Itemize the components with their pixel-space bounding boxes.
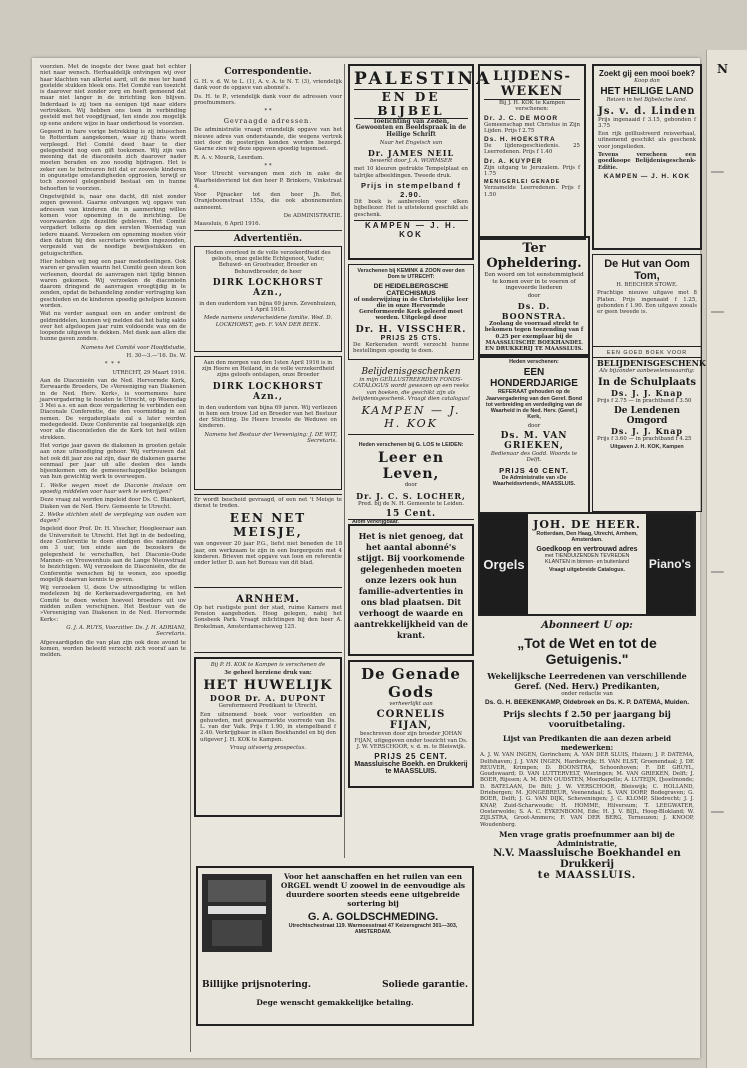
article-paragraph: Ingeleid door Prof. Dr. H. Visscher, Hoogleeraar aan de Universiteit te Utrecht. Het ligt in de bedoeling, deze Conferentie te doen eindigen des namiddags om 3 uur, ten einde aan de bezoekers de gelegenheid te verschaffen, het Diaconie-Oude Mannen- en Vrouwenhuis aan de Lange Nieuwstraat te bezichtigen. Wij verzoeken de Diaconieën, die de Conferentie wenschen bij te wonen, zoo spoedig mogelijk daarvan kennis te geven. bbox=[40, 526, 186, 583]
article-paragraph: Aan de Diaconieën van de Ned. Hervormde Kerk, Eerwaarde Broeders, De »Vereeniging van Diakenen in de Ned. Herv. Kerk«, is voornemens hare jaarvergadering te houden te Utrecht, op Woensdag 3 Mei a.s. en aan deze vergadering te verbinden een Diaconale Conferentie, die den voormiddag in zal nemen. De vergaderplaats zal u later worden medegedeeld. Deze Conferentie zal toegankelijk zijn voor alle diaconieleden die de Kerk tot heil willen strekken. bbox=[40, 377, 186, 441]
ad-text: Bij P. H. KOK te Kampen is verschenen de bbox=[210, 661, 326, 668]
ad-text: Gemeenschap met Christus in Zijn Lijden. Prijs f 2.75 bbox=[484, 121, 580, 134]
ad-price: PRIJS 25 CTS. bbox=[380, 334, 442, 342]
ad-center bbox=[278, 872, 468, 938]
organ-illustration bbox=[202, 874, 272, 952]
ad-palestina bbox=[348, 64, 493, 260]
ad-text: A. J. W. VAN INGEN, Gorinchem; A. VAN DER SLUIS, Huizen; J. P. DATEMA, Delfshaven; J. J. VAN INGEN, Harderwijk; H. VAN ELST, Groenendaal; J. DE REUVER, Krimpen; D. BOONSTRA, Schoonhoven; F. DE GRUYL, Goudswaard; D. VAN LUTTERVELT, Wieringen; M. VAN GRIEKEN, Delft; J. BOER, Rijssen; A. M. DEN OUDSTEN, Moerkapelle; A. LUTEIJN, IJsselmonde; D. BATELAAN, De Bilt; J. W. VERSCHOOR, Bleiswijk; C. HOLLAND, Driebergen; M. JONGEBREUR, Veenendaal; S. VAN DORP, Bodegraven; G. BOER, Delft; J. G. VAN DIJK, Scheveningen; J. C. KLOMP, Sliedrecht; J. J. KNAP, Zuid-Scharwoude; H. HOMME, Hilversum; T. LEEGWATER, Oosterwolde; S. A. C. EYKENBOOM, Ede; H. J. V. BIJL, Hoog-Blokland; W. ZIJLSTRA, Groot-Ammers; F. VAN DER BERG, Terneuzen; J. KNOOP, Woudenberg. bbox=[480, 752, 694, 828]
ad-author: MENIGERLEI GENADE bbox=[484, 179, 561, 186]
ad-het-heilige-land bbox=[592, 64, 702, 250]
adjacent-page-text: ═══ bbox=[711, 570, 724, 576]
ad-title: EEN HONDERDJARIGE bbox=[490, 367, 578, 390]
ad-title: ARNHEM. bbox=[236, 593, 300, 605]
ad-price: PRIJS 25 CENT. bbox=[374, 752, 448, 762]
ad-label: Orgels bbox=[483, 556, 525, 572]
ad-author: Ds. D. BOONSTRA. bbox=[501, 301, 567, 322]
ad-text: Lijst van Predikanten die aan dezen arbeid medewerken: bbox=[503, 734, 671, 753]
ad-text: Billijke prijsnotering. bbox=[202, 980, 311, 990]
ad-text: 3e geheel herziene druk van: bbox=[224, 669, 312, 676]
ad-price: Prijs slechts f 2.50 per jaargang bij vooruitbetaling. bbox=[503, 710, 671, 731]
ad-author: H. BEECHER STOWE. bbox=[616, 282, 678, 288]
ad-author: Ds. M. VAN GRIEKEN, bbox=[500, 431, 568, 452]
ad-title: Belijdenisgeschenken bbox=[361, 367, 461, 377]
ad-text: met 10 kleuren gedrukte Tempelplaat en talrijke afbeeldingen. Tweede druk. bbox=[354, 166, 468, 179]
ad-hut-van-oom-tom bbox=[592, 254, 702, 358]
ad-footer-row bbox=[202, 980, 468, 990]
ad-price: Prijs ingenaaid f 3.15, gebonden f 3.75 bbox=[598, 116, 696, 129]
article-paragraph: Wij verzoeken U, deze Uw uitnoodiging te willen medelezen bij de Kerkeraadsvergadering, en het Comité te doen weten hoeveel broeders uit uw midden zullen verschijnen. Het Bestuur van de »Vereeniging van Diakenen in de Ned. Hervormde Kerk«: bbox=[40, 585, 186, 623]
ad-tot-de-wet bbox=[478, 618, 696, 881]
subsection-title: Gevraagde adressen. bbox=[223, 117, 313, 126]
ad-title: Abonneert U op: bbox=[541, 620, 633, 631]
ad-text: met TIENDUIZENDEN TEVREDEN KLANTEN in binnen- en buitenland bbox=[544, 552, 630, 565]
signature: De ADMINISTRATIE. bbox=[283, 213, 342, 220]
pianos-panel bbox=[646, 514, 694, 614]
ad-text: De Kerkeraden wordt verzocht hunne bestellingen spoedig te doen. bbox=[353, 341, 469, 355]
ad-text: EEN GOED BOEK VOOR bbox=[606, 350, 688, 356]
adjacent-page-text: ═══ bbox=[711, 170, 724, 176]
ad-text: Heden verschenen: bbox=[509, 359, 559, 365]
ad-text: Zoolang de voorraad strekt te bekomen tegen toezending van f 0.25 per exemplaar bij de MAASSLUISCHE BOEKHANDEL EN DRUKKERIJ TE MAASSLUIS. bbox=[484, 321, 584, 353]
ad-text: of onderwijzing in de Christelijke leer die in onze Hervormde Gereformeerde Kerk geleerd moet worden. Uitgelegd door bbox=[353, 296, 469, 322]
article-paragraph: Voor Pijnacker tot den heer Jh. Bot, Oranjeboomstraat 155a, die ook abonnementen aanneemt. bbox=[194, 192, 342, 211]
ad-title: Leer en Leven, bbox=[378, 450, 444, 483]
ad-text: door bbox=[527, 422, 541, 429]
ad-author: Dr. J. C. DE MOOR bbox=[484, 114, 559, 122]
ad-text: Verzamelde Leerredenen. Prijs f 1.50 bbox=[484, 185, 580, 198]
signature: G. J. A. RUYS, Voorzitter. Ds. J. H. ADRIANI, Secretaris. bbox=[66, 624, 186, 638]
ad-text: Verschenen bij KEMINK & ZOON over den Dom te UTRECHT: bbox=[357, 268, 465, 281]
ad-price: 15 Cent. bbox=[385, 508, 437, 519]
dateline: UTRECHT, 29 Maart 1916. bbox=[112, 369, 186, 376]
ad-center bbox=[532, 518, 642, 575]
ad-text: Alom verkrijgbaar. bbox=[352, 518, 400, 525]
ad-text: Dege wenscht gemakkelijke betaling. bbox=[256, 998, 414, 1007]
address-line: R. A. v. Mourik, Leerdam. bbox=[194, 154, 264, 161]
ad-text: Koop dan bbox=[634, 78, 660, 84]
ad-net-meisje bbox=[194, 494, 342, 588]
ad-text: Pred. bij de N. H. Gemeente te Leiden. bbox=[357, 500, 465, 507]
ad-signature: Mede namens onderscheidene familie. Wed. D. LOCKHORST, geb. F. VAN DER BEEK. bbox=[203, 315, 333, 328]
ad-death-notice-2 bbox=[194, 356, 342, 490]
ad-text: Het is niet genoeg, dat het aantal abonné's stijgt. Bij voorkomende gelegenheden moeten onze lezers ook hun familie-advertenties in ons blad plaatsen. Dit verhoogt de waarde en aantrekkelijkheid van de krant. bbox=[354, 531, 468, 640]
ad-text: in den ouderdom van bijna 69 jaren. Zevenhuizen, 1 April 1916. bbox=[199, 300, 337, 314]
ad-publisher: Maassluische Boekh. en Drukkerij te MAASSLUIS. bbox=[354, 761, 468, 776]
article-paragraph: Gegeerd in hare vorige betrekking is zij intusschen te Rotterdam aangekomen, waar zij thans wordt verpleegd. Het Comité deed haar te dier gelegenheid nog een gift toekomen. Wij zijn van meening dat de diaconieën zich daarover nader moeten beraden en zoo noodig bijdragen. Het is zeker een te betreuren feit dat er zoovele kinderen in ongunstige omstandigheden opgroeien, terwijl er toch zooveel gelegenheid bestaat om in hunne behoeften te voorzien. bbox=[40, 128, 186, 192]
ad-text: bewerkt door J. A. WORMSER bbox=[369, 158, 453, 165]
ad-publisher: KAMPEN — J. H. KOK bbox=[354, 220, 468, 239]
ad-text: Zijn uitgang te Jeruzalem. Prijs f 1.75 bbox=[484, 164, 580, 178]
ad-publisher: te MAASSLUIS. bbox=[537, 869, 637, 881]
ad-author: Dr. J. C. S. LOCHER, bbox=[356, 490, 466, 501]
ad-title: „Tot de Wet en tot de Getuigenis." bbox=[517, 635, 657, 667]
ad-belijdenisgeschenk bbox=[592, 346, 706, 512]
ad-text: Een uitnemend boek voor verloofden en gehuwden, met gewaarmerkte voorrede van Ds. L. van der Valk. Prijs f 1.90, in stempelband f 2.40. Verkrijgbaar in elken Boekhandel en bij den uitgever J. H. KOK te Kampen. bbox=[200, 711, 336, 743]
section-divider: * * bbox=[264, 162, 272, 169]
signature: H. 30—3.—'16. Ds. W. bbox=[126, 353, 186, 360]
ad-text: REFERAAT gehouden op de Jaarvergadering van den Geref. Bond tot verbreiding en verdediging van de Waarheid in de Ned. Herv. (Geref.) Kerk, bbox=[485, 389, 583, 421]
ad-publisher: De Administratie van »De Waarheidsvriend«, MAASSLUIS. bbox=[492, 474, 576, 487]
ad-text: Een rijk geïllustreerd reisverhaal, uitnemend geschikt als geschenk voor jongelieden. bbox=[598, 131, 696, 150]
ad-text: in mijn GEÏLLUSTREERDEN FONDS-CATALOGUS wordt gewezen op een reeks van boeken, die geschikt zijn als belijdenisgeschenk. Vraagt dien catalogus! bbox=[352, 377, 470, 402]
article-paragraph: De administratie vraagt vriendelijk opgave van het nieuwe adres van onderstaande, die wegens vertrek niet door de posterijen konden worden bezorgd. Gaarne zien wij deze opgaven spoedig tegemoet. bbox=[194, 127, 342, 153]
ad-subtitle: Wekelijksche Leerredenen van verschillende Geref. (Ned. Herv.) Predikanten, bbox=[487, 671, 687, 691]
ad-text: Als bijzonder aanbevelenswaardig: bbox=[599, 368, 695, 375]
ad-text: Heden overleed in de volle verzekerdheid des geloofs, onze geliefde Echtgenoot, Vader, Behuwd- en Grootvader, Broeder en Behuwdbroeder, de heer bbox=[205, 249, 331, 275]
ad-arnhem bbox=[194, 592, 342, 653]
ad-text: Tevens verscheen een goedkoope Belijdenisgeschenk-Editie. bbox=[598, 152, 696, 171]
question: 1. Welke wegen moet de Diaconie inslaan om spoedig middelen voor haar werk te verkrijgen? bbox=[40, 482, 186, 495]
adjacent-page-text: ═══ bbox=[711, 810, 724, 816]
orgels-panel bbox=[480, 514, 528, 614]
article-paragraph: Deze vraag zal worden ingeleid door Ds. C. Blankert, Diaken van de Ned. Herv. Gemeente te Utrecht. bbox=[40, 497, 186, 510]
ad-title: G. A. GOLDSCHMEDING. bbox=[307, 911, 439, 923]
ad-title: Ter Opheldering. bbox=[486, 241, 582, 271]
ad-leer-en-leven bbox=[348, 439, 474, 525]
ad-text: Op het rustigste punt der stad, ruime Kamers met Pension aangeboden. Hoog gelegen, nabij het Sonsbeek Park. Vraagt inlichtingen bij den heer A. Brokelman, Amsterdamscheweg 125. bbox=[194, 604, 342, 630]
section-divider: * * * bbox=[104, 361, 122, 368]
ad-text: Rotterdam, Den Haag, Utrecht, Arnhem, Amsterdam. bbox=[536, 531, 638, 544]
ad-text: Reizen in het Bijbelsche land. bbox=[606, 97, 688, 104]
article-paragraph: Het vorige jaar gaven de diakenen in grooten getale aan onze uitnoodiging gehoor. Wij vertrouwen dat het ook dit jaar zoo zal zijn, daar de diakenen gaarne eenmaal per jaar uit alle deelen des lands bijeenkomen om de gemeenschappelijke belangen van hun gewichtig werk te overwegen. bbox=[40, 442, 186, 481]
ad-text: onder redactie van bbox=[561, 691, 613, 697]
adjacent-page-letter: N bbox=[717, 62, 728, 76]
ad-author: Ds. J. J. Knap bbox=[610, 387, 684, 398]
article-paragraph: Voor Utrecht vervangen men zich in zake de Waarheidsvriend tot den heer P. Brinkers, Vinkstraat 4. bbox=[194, 171, 342, 190]
ad-title: LIJDENS-WEKEN bbox=[484, 69, 580, 100]
ad-text: Voor het aanschaffen en het ruilen van een ORGEL wendt U zoowel in de eenvoudige als duurdere soorten steeds eene uitgebreide sortering bij bbox=[280, 872, 466, 908]
ad-text: Prachtige nieuwe uitgave met 8 Platen. Prijs ingenaaid f 1.25, gebonden f 1.90. Een uitgave zooals er geen tweede is. bbox=[597, 290, 697, 316]
dateline: Maassluis, 6 April 1916. bbox=[194, 221, 261, 228]
signature: Namens het Comité voor Hoofdstudie, bbox=[81, 344, 186, 351]
ad-text: Een woord om tot eenstemmigheid te komen over in te voeren of ingevoerde liederen bbox=[484, 272, 584, 292]
article-paragraph: Ongetwijfeld is, naar ons dacht, dit niet zonder zegen geweest. Gaarne ontvangen wij opgave van adressen van kinderen die in aanmerking willen komen voor opneming in de inrichting. De voorwaarden zijn dezelfde gebleven. Het Comité vergadert telkens op den eersten Woensdag van iedere maand. Verzoeken om opneming moeten vóór dien datum bij den secretaris worden ingezonden, vergezeld van de noodige bewijsstukken en getuigschriften. bbox=[40, 193, 186, 257]
ad-goldschmeding bbox=[196, 866, 474, 1026]
adjacent-page-edge bbox=[706, 50, 747, 1068]
column-3 bbox=[348, 64, 493, 858]
ad-text: Er wordt bescheid gevraagd, of een net 't Meisje te dienst te treden. bbox=[194, 496, 342, 509]
ad-title: Zoekt gij een mooi boek? bbox=[598, 69, 695, 78]
ad-text: Men vrage gratis proefnummer aan bij de Administratie, bbox=[499, 829, 675, 848]
ad-title: HET HEILIGE LAND bbox=[600, 86, 694, 98]
ad-title: PALESTINA bbox=[354, 69, 493, 89]
article-paragraph: Afgevaardigden die van plan zijn ook deze avond te komen, worden beleefd verzocht zich vooraf aan te melden. bbox=[40, 639, 186, 659]
ad-author: DOOR Dr. A. DUPONT bbox=[209, 693, 327, 704]
ad-title: HET HUWELIJK bbox=[203, 678, 333, 694]
ad-name: DIRK LOCKHORST Azn., bbox=[212, 381, 324, 402]
ad-name: CORNELIS FIJAN, bbox=[376, 709, 446, 732]
newspaper-page bbox=[32, 58, 706, 1058]
ad-de-genade-gods bbox=[348, 660, 474, 788]
ad-text: Heden verschenen bij G. LOS te LEIDEN: bbox=[358, 442, 464, 448]
ad-title: De Lendenen Omgord bbox=[613, 405, 681, 426]
ad-author: Dr. JAMES NEIL bbox=[367, 148, 455, 159]
column-1 bbox=[40, 64, 186, 1052]
ad-text: Vraag uitvoerig prospectus. bbox=[229, 745, 307, 752]
ad-text: Dit boek is aanbevolen voor elken bijbellezer. Het is uitstekend geschikt als geschenk. bbox=[354, 199, 468, 218]
ad-text: Soliede garantie. bbox=[382, 980, 468, 990]
ad-author: Dr. H. VISSCHER. bbox=[355, 323, 467, 335]
ad-text: Vraagt uitgebreide Catalogus. bbox=[548, 567, 626, 574]
ad-text: beschreven door zijn broeder JOHAN FIJAN, uitgegeven onder toezicht van Ds. J. W. VERSCHOOR, v. d. m. te Bleiswijk. bbox=[354, 731, 468, 750]
section-title: Advertentiën. bbox=[233, 233, 303, 244]
section-title: Correspondentie. bbox=[224, 67, 312, 77]
ad-signature: Namens het Bestuur der Vereeniging: J. DE WIT, Secretaris. bbox=[204, 431, 337, 445]
column-4a bbox=[478, 64, 586, 244]
column-4 bbox=[478, 64, 706, 1052]
ad-belijdenisgeschenken bbox=[348, 364, 474, 435]
ad-title: JOH. DE HEER. bbox=[533, 518, 641, 531]
ad-een-honderdjarige bbox=[478, 354, 590, 514]
ad-price: Prijs f 3.60 — in prachtband f 4.25 bbox=[597, 435, 692, 442]
adjacent-page-text: ═══ bbox=[711, 310, 724, 316]
ad-title: In de Schulplaats bbox=[598, 376, 696, 388]
section-divider: * * bbox=[264, 108, 272, 115]
ad-text: De lijdensgeschiedenis. 25 Leerredenen. Prijs f 1.40 bbox=[484, 143, 580, 156]
article-paragraph: G. H. v. d. W. te L. (1), A. v. A. te N. T. (3), vriendelijk dank voor de opgave van abonné's. bbox=[194, 79, 342, 92]
ad-title: BELIJDENISGESCHENK bbox=[597, 358, 706, 369]
ad-text: van ongeveer 20 jaar P.G., liefst niet beneden de 18 jaar, om werkzaam te zijn in een burgergezin met 4 kinderen. Brieven met opgave van loon en referentie onder letter D. aan het Bureau van dit blad. bbox=[194, 541, 342, 567]
column-4b bbox=[592, 64, 702, 362]
ad-price: PRIJS 40 CENT. bbox=[499, 465, 569, 475]
ad-text: Naar het Engelsch van bbox=[379, 139, 443, 146]
ad-author: Js. v. d. Linden bbox=[598, 105, 696, 117]
ad-editors: Ds. G. H. BEEKENKAMP, Oldebroek en Ds. K. P. DATEMA, Muiden. bbox=[484, 699, 690, 707]
ad-title: De Hut van Oom Tom, bbox=[604, 258, 690, 282]
article-paragraph: Ds. H. te P., vriendelijk dank voor de adressen voor proefnummers. bbox=[194, 93, 342, 106]
ad-publisher: KAMPEN — J. H. KOK bbox=[361, 404, 461, 431]
divider bbox=[194, 230, 342, 231]
ad-publisher: N.V. Maassluische Boekhandel en Drukkerij bbox=[493, 847, 681, 870]
ad-author: Ds. H. HOEKSTRA bbox=[484, 136, 556, 144]
ad-text: door bbox=[527, 292, 541, 299]
ad-abonnes-notice bbox=[348, 524, 474, 656]
ad-title: EEN NET MEISJE, bbox=[229, 511, 307, 540]
article-paragraph: voorzien. Met de inogste der twee gaat het echter niet naar wensch. Herhaaldelijk ontvingen wij over haar klachten van allerlei aard, uit de mee ter hand gestelde stukken bleek ons. Het Comité van toezicht is daarover niet zonder zorg en heeft gemeend dat maar niet langer in de inrichting kon blijven. Inderdaad is zij toen na eenigen tijd naar elders vertrokken. Wij hebben ons toen in verbinding gesteld met het voogdijraad, ten einde zoo mogelijk op eene andere wijze in haar onderhoud te voorzien. bbox=[40, 64, 186, 127]
ad-subtitle: EN DE BIJBEL bbox=[354, 89, 468, 119]
ad-het-huwelijk bbox=[194, 657, 342, 817]
ad-author: Ds. J. J. Knap bbox=[610, 425, 684, 436]
column-rule bbox=[344, 64, 345, 858]
ad-author: Dr. A. KUYPER bbox=[484, 157, 543, 165]
ad-text: Bedienaar des Godd. Woords te Delft. bbox=[490, 451, 578, 464]
ad-name: DIRK LOCKHORST Azn., bbox=[212, 277, 324, 298]
ad-text: Bij J. H. KOK te Kampen verschenen: bbox=[499, 100, 565, 113]
ad-publisher: KAMPEN — J. H. KOK bbox=[603, 172, 691, 180]
ad-heidelbergsche-catechismus bbox=[348, 264, 474, 360]
ad-label: Piano's bbox=[648, 557, 692, 571]
ad-text: Goedkoop en vertrouwd adres bbox=[536, 545, 638, 553]
ad-price: Prijs in stempelband f 2.90. bbox=[361, 181, 461, 200]
ad-title: De Genade Gods bbox=[361, 665, 461, 701]
ad-text: Aan den morgen van den 1sten April 1916 is in zijn Heere en Heiland, in de volle verzekerdheid zijns geloofs ontslapen, onze Broeder bbox=[201, 359, 335, 379]
ad-publisher: Uitgaven J. H. KOK, Kampen bbox=[610, 444, 684, 451]
ad-price: Prijs f 2.75 — in prachtband f 3.50 bbox=[597, 397, 692, 404]
ad-text: Toelichting van Zeden, Gewoonten en Beeldspraak in de Heilige Schrift bbox=[355, 118, 467, 138]
ad-text: verheerlijkt aan bbox=[389, 701, 433, 707]
ad-text: in den ouderdom van bijna 69 jaren. Wij verliezen in hem een trouw Lid en Broeder van het Bestuur der Stichting. De Heere trooste de Weduwe en kinderen. bbox=[199, 404, 337, 430]
ad-lijdens-weken bbox=[478, 64, 586, 240]
column-rule bbox=[190, 64, 191, 1052]
article-paragraph: Wat nu verder aangaat een en ander omtrent de geldmiddelen, kunnen wij melden dat het batig saldo over het afgeloopen jaar ruim voldoende was om de loopende uitgaven te dekken. Met dank aan allen die hunne gaven zonden. bbox=[40, 311, 186, 343]
ad-text: Gereformeerd Predikant te Utrecht. bbox=[218, 703, 318, 710]
ad-ter-opheldering bbox=[478, 236, 590, 358]
question: 2. Welke stichten stelt de verpleging van ouden van dagen? bbox=[40, 511, 186, 525]
article-paragraph: Hier hebben wij nog een paar mededeelingen. Ook waren er gevallen waarin het Comité geen steun kon verleenen, doordat de aanvragen niet tijdig binnen waren gekomen. Wij verzoeken de diaconieën daarom dringend de aanvragen vroegtijdig in te zenden, opdat de behandeling zonder vertraging kan geschieden en de kinderen spoedig geholpen kunnen worden. bbox=[40, 258, 186, 309]
ad-joh-de-heer bbox=[478, 512, 696, 616]
ad-text: Utrechtschestraat 119. Warmoesstraat 47 Keizersgracht 301—303, AMSTERDAM. bbox=[288, 923, 458, 936]
ad-death-notice-1 bbox=[194, 246, 342, 352]
ad-title: DE HEIDELBERGSCHE CATECHISMUS bbox=[373, 282, 449, 297]
ad-text: door bbox=[404, 482, 418, 489]
